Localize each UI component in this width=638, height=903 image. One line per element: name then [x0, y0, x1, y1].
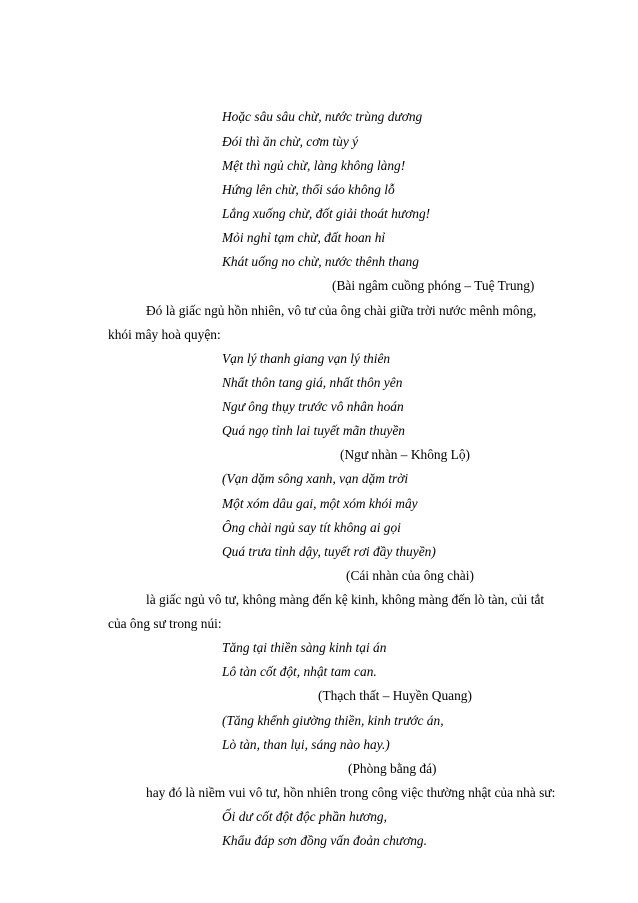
paragraph-line: hay đó là niềm vui vô tư, hồn nhiên trong công việc thường nhật của nhà sư: [146, 785, 556, 800]
verse-line: Ông chài ngủ say tít không ai gọi [222, 520, 401, 535]
verse-line: Mệt thì ngủ chừ, làng không làng! [222, 158, 406, 173]
verse-line: Quá ngọ tỉnh lai tuyết mãn thuyền [222, 423, 405, 438]
verse-line: Quá trưa tỉnh dậy, tuyết rơi đầy thuyền) [222, 544, 436, 559]
verse-line: Lắng xuống chừ, đốt giải thoát hương! [222, 206, 431, 221]
verse-line: Hứng lên chừ, thổi sáo không lỗ [222, 182, 395, 197]
verse-line: (Vạn dặm sông xanh, vạn dặm trời [222, 471, 409, 486]
verse-line: Lò tàn, than lụi, sáng nào hay.) [222, 737, 390, 752]
verse-line: Hoặc sâu sâu chừ, nước trùng dương [222, 109, 423, 124]
paragraph-line: khói mây hoà quyện: [108, 327, 221, 342]
verse-line: Một xóm dâu gai, một xóm khói mây [222, 496, 418, 511]
verse-line: Vạn lý thanh giang vạn lý thiên [222, 351, 391, 366]
verse-line: Khát uống no chừ, nước thênh thang [222, 254, 419, 269]
verse-line: Nhất thôn tang giá, nhất thôn yên [222, 375, 403, 390]
poem-source: (Phòng bằng đá) [348, 761, 437, 776]
poem-source: (Thạch thất – Huyền Quang) [318, 688, 472, 703]
verse-line: Đói thì ăn chừ, cơm tùy ý [222, 134, 359, 149]
poem-source: (Bài ngâm cuồng phóng – Tuệ Trung) [332, 278, 535, 293]
verse-line: Lô tàn cốt đột, nhật tam can. [222, 664, 377, 679]
paragraph-line: Đó là giấc ngủ hồn nhiên, vô tư của ông chài giữa trời nước mênh mông, [146, 303, 537, 318]
verse-line: (Tăng khểnh giường thiền, kinh trước án, [222, 713, 444, 728]
verse-line: Mỏi nghỉ tạm chừ, đất hoan hỉ [222, 230, 386, 245]
poem-source: (Cái nhàn của ông chài) [346, 568, 474, 583]
paragraph-line: là giấc ngủ vô tư, không màng đến kệ kinh, không màng đến lò tàn, củi tắt [146, 592, 545, 607]
verse-line: Khẩu đáp sơn đồng vấn đoản chương. [222, 833, 427, 848]
verse-line: Tăng tại thiền sàng kinh tại án [222, 640, 387, 655]
paragraph-line: của ông sư trong núi: [108, 616, 222, 631]
verse-line: Ngư ông thụy trước vô nhân hoán [222, 399, 404, 414]
verse-line: Ối dư cốt đột độc phần hương, [222, 809, 387, 824]
poem-source: (Ngư nhàn – Không Lộ) [340, 447, 470, 462]
